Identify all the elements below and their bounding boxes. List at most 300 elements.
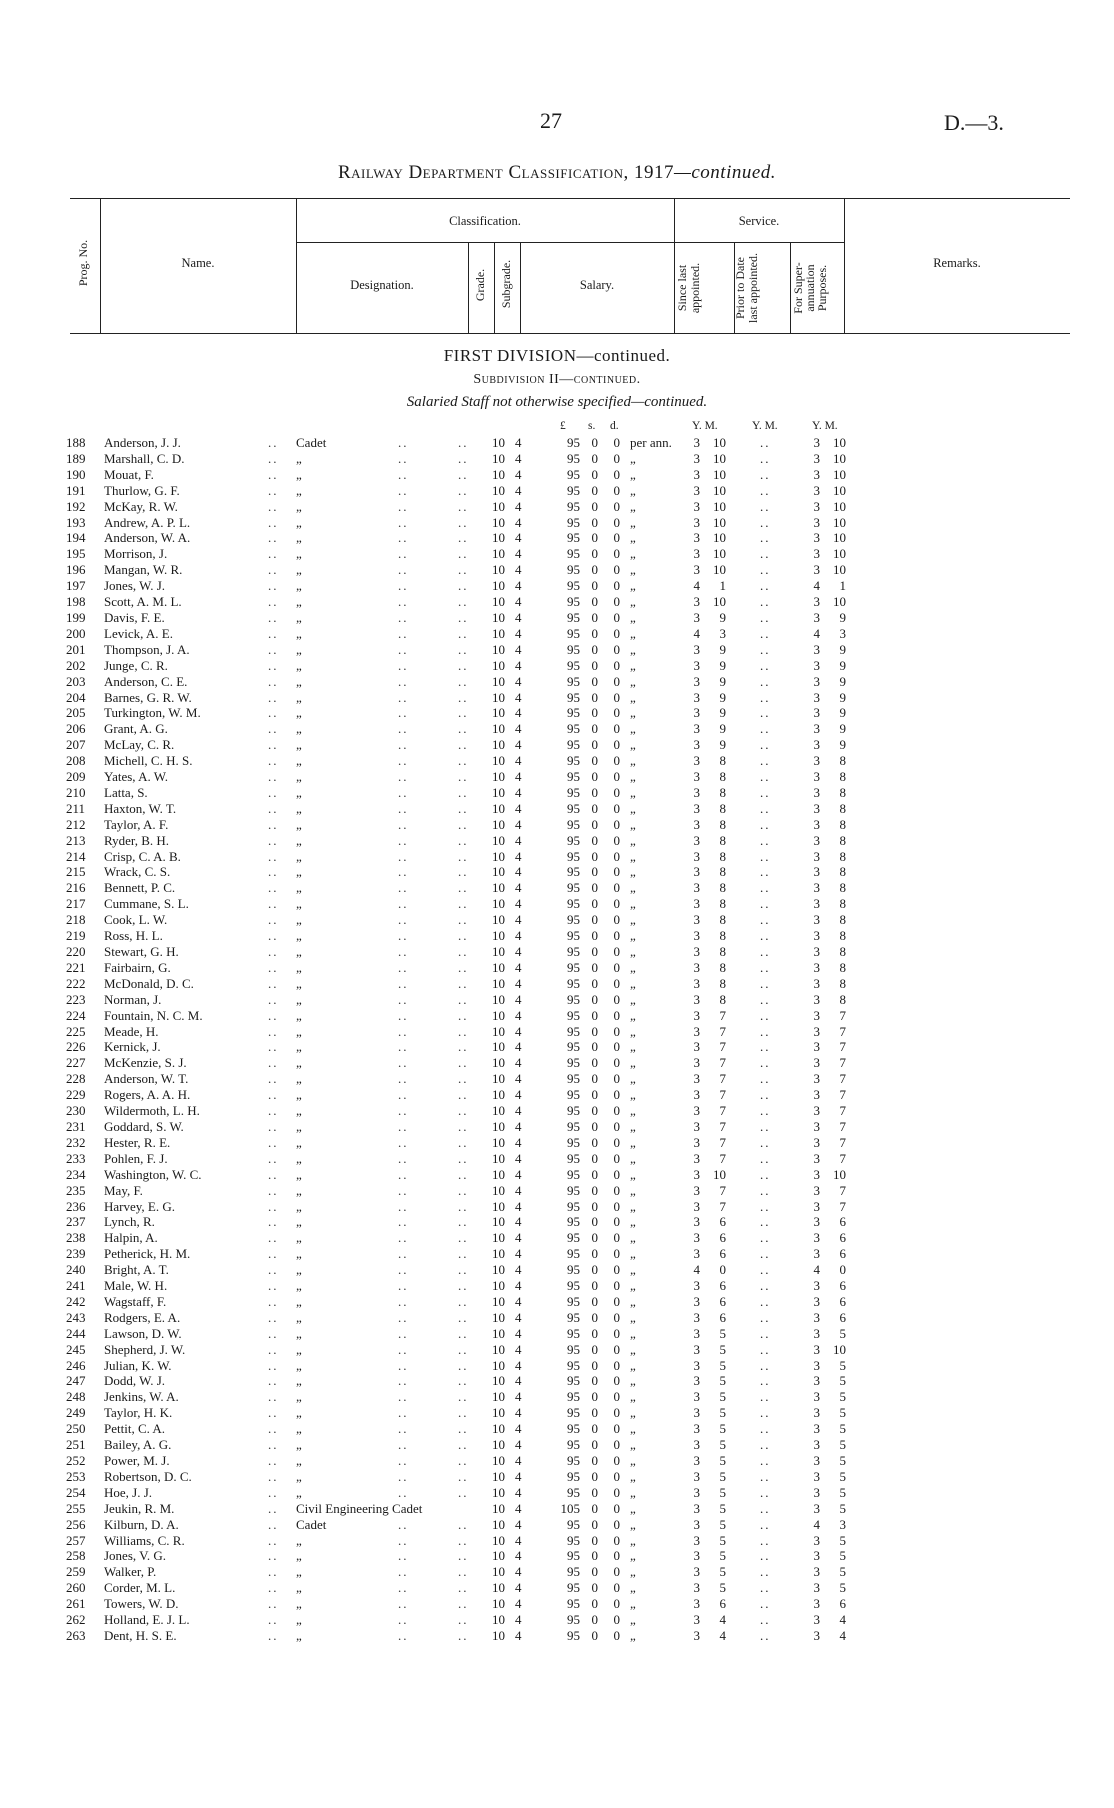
leader-dots: .. bbox=[760, 1118, 771, 1134]
prog-no-cell: 189 bbox=[66, 450, 86, 466]
leader-dots: .. bbox=[760, 705, 771, 721]
salary-pounds-cell: 95 bbox=[567, 609, 580, 625]
salary-pence-cell: 0 bbox=[613, 1421, 620, 1437]
subgrade-cell: 4 bbox=[515, 991, 522, 1007]
since-months-cell: 8 bbox=[719, 991, 726, 1007]
leader-dots: .. bbox=[398, 880, 409, 896]
designation-cell: „ bbox=[296, 705, 302, 721]
leader-dots: .. bbox=[458, 625, 469, 641]
leader-dots: .. bbox=[458, 1039, 469, 1055]
table-row bbox=[0, 658, 1114, 674]
table-row bbox=[0, 1405, 1114, 1421]
since-months-cell: 5 bbox=[719, 1357, 726, 1373]
salary-period-cell: „ bbox=[630, 1309, 636, 1325]
grade-cell: 10 bbox=[492, 1103, 505, 1119]
leader-dots: .. bbox=[760, 578, 771, 594]
name-cell: Turkington, W. M. bbox=[104, 705, 201, 721]
designation-cell: „ bbox=[296, 1405, 302, 1421]
salary-period-cell: „ bbox=[630, 1087, 636, 1103]
designation-cell: „ bbox=[296, 1532, 302, 1548]
since-years-cell: 3 bbox=[693, 1055, 700, 1071]
table-row bbox=[0, 578, 1114, 594]
leader-dots: .. bbox=[760, 450, 771, 466]
name-cell: Power, M. J. bbox=[104, 1453, 170, 1468]
leader-dots: .. bbox=[268, 1341, 279, 1357]
leader-dots: .. bbox=[760, 673, 771, 689]
table-row bbox=[0, 1548, 1114, 1564]
salary-pounds-cell: 95 bbox=[567, 721, 580, 737]
superannuation-years-cell: 3 bbox=[813, 1039, 820, 1055]
salary-pounds-cell: 95 bbox=[567, 705, 580, 721]
salary-period-cell: „ bbox=[630, 1357, 636, 1373]
since-months-cell: 10 bbox=[713, 546, 726, 562]
salary-pence-cell: 0 bbox=[613, 1278, 620, 1294]
salary-pence-cell: 0 bbox=[613, 514, 620, 530]
name-cell: Anderson, W. A. bbox=[104, 530, 191, 546]
since-months-cell: 7 bbox=[719, 1039, 726, 1055]
salary-shillings-cell: 0 bbox=[591, 1532, 598, 1548]
leader-dots: .. bbox=[268, 959, 279, 975]
since-months-cell: 8 bbox=[719, 800, 726, 816]
leader-dots: .. bbox=[398, 1293, 409, 1309]
table-row bbox=[0, 849, 1114, 865]
since-months-cell: 8 bbox=[719, 975, 726, 991]
since-years-cell: 3 bbox=[693, 1007, 700, 1023]
salary-pence-cell: 0 bbox=[613, 1039, 620, 1055]
leader-dots: .. bbox=[268, 912, 279, 928]
leader-dots: .. bbox=[458, 784, 469, 800]
superannuation-months-cell: 10 bbox=[833, 546, 846, 562]
prog-no-cell: 240 bbox=[66, 1262, 86, 1278]
leader-dots: .. bbox=[398, 1532, 409, 1548]
since-years-cell: 3 bbox=[693, 673, 700, 689]
superannuation-years-cell: 3 bbox=[813, 928, 820, 944]
name-cell: Wrack, C. S. bbox=[104, 864, 171, 880]
leader-dots: .. bbox=[398, 737, 409, 753]
leader-dots: .. bbox=[760, 657, 771, 673]
salary-pence-cell: 0 bbox=[613, 641, 620, 657]
leader-dots: .. bbox=[458, 1309, 469, 1325]
since-months-cell: 8 bbox=[719, 864, 726, 880]
prog-no-cell: 257 bbox=[66, 1532, 86, 1548]
leader-dots: .. bbox=[760, 737, 771, 753]
prog-no-header: Prog. No. bbox=[76, 239, 90, 287]
leader-dots: .. bbox=[268, 721, 279, 737]
superannuation-months-cell: 4 bbox=[839, 1612, 846, 1628]
salary-pence-cell: 0 bbox=[613, 975, 620, 991]
leader-dots: .. bbox=[268, 1230, 279, 1246]
salary-pounds-cell: 95 bbox=[567, 1532, 580, 1548]
salary-shillings-cell: 0 bbox=[591, 1309, 598, 1325]
since-years-cell: 3 bbox=[693, 1087, 700, 1103]
leader-dots: .. bbox=[268, 1373, 279, 1389]
grade-cell: 10 bbox=[492, 959, 505, 975]
prog-no-cell: 208 bbox=[66, 753, 86, 769]
salary-shillings-cell: 0 bbox=[591, 1357, 598, 1373]
leader-dots: .. bbox=[760, 609, 771, 625]
salary-period-cell: „ bbox=[630, 609, 636, 625]
grade-cell: 10 bbox=[492, 578, 505, 594]
leader-dots: .. bbox=[268, 769, 279, 785]
table-row bbox=[0, 705, 1114, 721]
since-months-cell: 8 bbox=[719, 912, 726, 928]
leader-dots: .. bbox=[458, 1564, 469, 1580]
leader-dots: .. bbox=[398, 546, 409, 562]
subgrade-cell: 4 bbox=[515, 753, 522, 769]
table-row bbox=[0, 594, 1114, 610]
subdivision-heading: Subdivision II—continued. bbox=[473, 372, 641, 387]
since-months-cell: 3 bbox=[719, 625, 726, 641]
grade-cell: 10 bbox=[492, 673, 505, 689]
salary-period-cell: „ bbox=[630, 1182, 636, 1198]
salary-period-cell: „ bbox=[630, 1023, 636, 1039]
prog-no-cell: 199 bbox=[66, 609, 86, 625]
leader-dots: .. bbox=[268, 1166, 279, 1182]
leader-dots: .. bbox=[760, 1468, 771, 1484]
designation-cell: „ bbox=[296, 1612, 302, 1628]
subgrade-cell: 4 bbox=[515, 1548, 522, 1564]
superannuation-years-cell: 3 bbox=[813, 435, 820, 450]
table-row bbox=[0, 1453, 1114, 1469]
salary-period-cell: „ bbox=[630, 1230, 636, 1246]
title-year: , 1917 bbox=[623, 162, 674, 183]
salary-pounds-cell: 95 bbox=[567, 864, 580, 880]
service-header: Service. bbox=[738, 214, 780, 228]
salary-shillings-cell: 0 bbox=[591, 975, 598, 991]
salary-pounds-cell: 95 bbox=[567, 896, 580, 912]
name-cell: Marshall, C. D. bbox=[104, 450, 185, 466]
prog-no-cell: 244 bbox=[66, 1325, 86, 1341]
leader-dots: .. bbox=[398, 1564, 409, 1580]
name-cell: Cook, L. W. bbox=[104, 912, 168, 928]
since-months-cell: 9 bbox=[719, 705, 726, 721]
prog-no-cell: 249 bbox=[66, 1405, 86, 1421]
unit-sup-ym: Y. M. bbox=[812, 420, 838, 432]
subgrade-cell: 4 bbox=[515, 816, 522, 832]
name-cell: Stewart, G. H. bbox=[104, 944, 179, 959]
designation-cell: „ bbox=[296, 753, 302, 769]
subgrade-cell: 4 bbox=[515, 689, 522, 705]
leader-dots: .. bbox=[398, 530, 409, 546]
leader-dots: .. bbox=[760, 641, 771, 657]
salary-pence-cell: 0 bbox=[613, 880, 620, 896]
salary-shillings-cell: 0 bbox=[591, 450, 598, 466]
since-months-cell: 8 bbox=[719, 928, 726, 944]
leader-dots: .. bbox=[398, 1150, 409, 1166]
superannuation-months-cell: 4 bbox=[839, 1627, 846, 1643]
leader-dots: .. bbox=[268, 625, 279, 641]
table-row bbox=[0, 721, 1114, 737]
superannuation-months-cell: 7 bbox=[839, 1103, 846, 1119]
subgrade-cell: 4 bbox=[515, 784, 522, 800]
prog-no-cell: 263 bbox=[66, 1627, 86, 1643]
since-years-cell: 3 bbox=[693, 1150, 700, 1166]
designation-cell: „ bbox=[296, 880, 302, 896]
salary-pence-cell: 0 bbox=[613, 896, 620, 912]
salary-pence-cell: 0 bbox=[613, 991, 620, 1007]
salary-period-cell: „ bbox=[630, 1389, 636, 1405]
salary-pence-cell: 0 bbox=[613, 1596, 620, 1612]
superannuation-years-cell: 3 bbox=[813, 1500, 820, 1516]
superannuation-years-cell: 3 bbox=[813, 769, 820, 785]
subgrade-cell: 4 bbox=[515, 1293, 522, 1309]
grade-cell: 10 bbox=[492, 944, 505, 959]
grade-cell: 10 bbox=[492, 594, 505, 610]
salary-pounds-cell: 95 bbox=[567, 625, 580, 641]
since-months-cell: 8 bbox=[719, 832, 726, 848]
table-row bbox=[0, 1294, 1114, 1310]
since-months-cell: 7 bbox=[719, 1007, 726, 1023]
since-months-cell: 5 bbox=[719, 1389, 726, 1405]
superannuation-years-cell: 4 bbox=[813, 578, 820, 594]
salary-pounds-cell: 95 bbox=[567, 673, 580, 689]
leader-dots: .. bbox=[760, 1278, 771, 1294]
salary-pounds-cell: 95 bbox=[567, 1596, 580, 1612]
name-cell: Thompson, J. A. bbox=[104, 641, 190, 657]
subgrade-cell: 4 bbox=[515, 1389, 522, 1405]
salary-pence-cell: 0 bbox=[613, 1437, 620, 1453]
leader-dots: .. bbox=[268, 1468, 279, 1484]
salary-pounds-cell: 95 bbox=[567, 1293, 580, 1309]
salary-pence-cell: 0 bbox=[613, 1612, 620, 1628]
salary-shillings-cell: 0 bbox=[591, 705, 598, 721]
name-cell: Dodd, W. J. bbox=[104, 1373, 166, 1389]
salary-pence-cell: 0 bbox=[613, 609, 620, 625]
since-years-cell: 3 bbox=[693, 1357, 700, 1373]
salary-pounds-cell: 95 bbox=[567, 546, 580, 562]
superannuation-years-cell: 3 bbox=[813, 466, 820, 482]
table-row bbox=[0, 1596, 1114, 1612]
salary-pence-cell: 0 bbox=[613, 959, 620, 975]
designation-cell: „ bbox=[296, 673, 302, 689]
grade-cell: 10 bbox=[492, 1437, 505, 1453]
salary-pence-cell: 0 bbox=[613, 657, 620, 673]
grade-cell: 10 bbox=[492, 896, 505, 912]
subgrade-cell: 4 bbox=[515, 1023, 522, 1039]
leader-dots: .. bbox=[398, 1071, 409, 1087]
name-cell: Fountain, N. C. M. bbox=[104, 1007, 203, 1023]
leader-dots: .. bbox=[268, 753, 279, 769]
leader-dots: .. bbox=[268, 1150, 279, 1166]
salary-period-cell: „ bbox=[630, 721, 636, 737]
superannuation-years-cell: 3 bbox=[813, 1103, 820, 1119]
salary-shillings-cell: 0 bbox=[591, 498, 598, 514]
designation-cell: „ bbox=[296, 1325, 302, 1341]
leader-dots: .. bbox=[268, 1627, 279, 1643]
leader-dots: .. bbox=[458, 864, 469, 880]
superannuation-years-cell: 3 bbox=[813, 912, 820, 928]
since-years-cell: 3 bbox=[693, 1516, 700, 1532]
designation-cell: „ bbox=[296, 959, 302, 975]
leader-dots: .. bbox=[458, 514, 469, 530]
subgrade-cell: 4 bbox=[515, 737, 522, 753]
salary-pounds-cell: 95 bbox=[567, 1118, 580, 1134]
salary-period-cell: „ bbox=[630, 753, 636, 769]
prog-no-cell: 195 bbox=[66, 546, 86, 562]
salary-period-cell: „ bbox=[630, 1293, 636, 1309]
table-row bbox=[0, 1437, 1114, 1453]
salary-period-cell: „ bbox=[630, 1405, 636, 1421]
salary-period-cell: „ bbox=[630, 1262, 636, 1278]
subgrade-cell: 4 bbox=[515, 1134, 522, 1150]
superannuation-years-cell: 3 bbox=[813, 1182, 820, 1198]
designation-cell: Civil Engineering Cadet bbox=[296, 1500, 423, 1516]
since-months-cell: 10 bbox=[713, 530, 726, 546]
since-months-cell: 10 bbox=[713, 1166, 726, 1182]
leader-dots: .. bbox=[398, 1453, 409, 1468]
salary-period-cell: „ bbox=[630, 959, 636, 975]
since-years-cell: 3 bbox=[693, 1230, 700, 1246]
grade-cell: 10 bbox=[492, 1198, 505, 1214]
table-row bbox=[0, 546, 1114, 562]
name-cell: Jones, V. G. bbox=[104, 1548, 167, 1564]
subgrade-cell: 4 bbox=[515, 1580, 522, 1596]
grade-cell: 10 bbox=[492, 1500, 505, 1516]
leader-dots: .. bbox=[268, 657, 279, 673]
table-row bbox=[0, 1628, 1114, 1644]
superannuation-months-cell: 10 bbox=[833, 514, 846, 530]
name-cell: Levick, A. E. bbox=[104, 625, 173, 641]
subgrade-cell: 4 bbox=[515, 498, 522, 514]
salary-pounds-cell: 95 bbox=[567, 562, 580, 578]
leader-dots: .. bbox=[398, 705, 409, 721]
salary-pounds-cell: 95 bbox=[567, 848, 580, 864]
since-years-cell: 3 bbox=[693, 450, 700, 466]
leader-dots: .. bbox=[458, 689, 469, 705]
leader-dots: .. bbox=[458, 737, 469, 753]
leader-dots: .. bbox=[458, 1198, 469, 1214]
salary-shillings-cell: 0 bbox=[591, 1580, 598, 1596]
subgrade-cell: 4 bbox=[515, 1309, 522, 1325]
name-cell: Jeukin, R. M. bbox=[104, 1500, 175, 1516]
leader-dots: .. bbox=[760, 1055, 771, 1071]
superannuation-years-cell: 3 bbox=[813, 1071, 820, 1087]
salary-pence-cell: 0 bbox=[613, 800, 620, 816]
since-months-cell: 5 bbox=[719, 1341, 726, 1357]
subgrade-cell: 4 bbox=[515, 1278, 522, 1294]
superannuation-years-cell: 3 bbox=[813, 784, 820, 800]
salary-shillings-cell: 0 bbox=[591, 721, 598, 737]
since-months-cell: 5 bbox=[719, 1532, 726, 1548]
since-months-cell: 7 bbox=[719, 1071, 726, 1087]
designation-cell: „ bbox=[296, 1055, 302, 1071]
since-months-cell: 10 bbox=[713, 482, 726, 498]
grade-cell: 10 bbox=[492, 1309, 505, 1325]
salary-pounds-cell: 95 bbox=[567, 769, 580, 785]
superannuation-years-cell: 3 bbox=[813, 944, 820, 959]
grade-cell: 10 bbox=[492, 625, 505, 641]
prog-no-cell: 246 bbox=[66, 1357, 86, 1373]
superannuation-years-cell: 3 bbox=[813, 1484, 820, 1500]
grade-cell: 10 bbox=[492, 1118, 505, 1134]
leader-dots: .. bbox=[458, 530, 469, 546]
name-cell: Robertson, D. C. bbox=[104, 1468, 192, 1484]
leader-dots: .. bbox=[760, 1309, 771, 1325]
name-cell: Ryder, B. H. bbox=[104, 832, 170, 848]
table-row bbox=[0, 1199, 1114, 1215]
grade-cell: 10 bbox=[492, 1023, 505, 1039]
salary-pounds-cell: 95 bbox=[567, 1134, 580, 1150]
salary-pence-cell: 0 bbox=[613, 1468, 620, 1484]
since-months-cell: 10 bbox=[713, 594, 726, 610]
salary-pence-cell: 0 bbox=[613, 721, 620, 737]
leader-dots: .. bbox=[268, 1214, 279, 1230]
grade-cell: 10 bbox=[492, 991, 505, 1007]
leader-dots: .. bbox=[268, 1516, 279, 1532]
superannuation-years-cell: 3 bbox=[813, 657, 820, 673]
since-years-cell: 3 bbox=[693, 1214, 700, 1230]
salary-pence-cell: 0 bbox=[613, 737, 620, 753]
since-years-cell: 3 bbox=[693, 514, 700, 530]
name-cell: Lawson, D. W. bbox=[104, 1325, 182, 1341]
leader-dots: .. bbox=[458, 578, 469, 594]
salary-pounds-cell: 95 bbox=[567, 641, 580, 657]
leader-dots: .. bbox=[760, 864, 771, 880]
leader-dots: .. bbox=[398, 1612, 409, 1628]
salary-pounds-cell: 95 bbox=[567, 880, 580, 896]
superannuation-months-cell: 5 bbox=[839, 1484, 846, 1500]
designation-cell: „ bbox=[296, 1087, 302, 1103]
leader-dots: .. bbox=[268, 1198, 279, 1214]
name-cell: Hester, R. E. bbox=[104, 1134, 171, 1150]
salary-shillings-cell: 0 bbox=[591, 482, 598, 498]
leader-dots: .. bbox=[458, 1246, 469, 1262]
salary-pounds-cell: 95 bbox=[567, 482, 580, 498]
superannuation-months-cell: 9 bbox=[839, 657, 846, 673]
prog-no-cell: 251 bbox=[66, 1437, 86, 1453]
salary-period-cell: „ bbox=[630, 1039, 636, 1055]
name-cell: Kilburn, D. A. bbox=[104, 1516, 179, 1532]
superannuation-months-cell: 8 bbox=[839, 880, 846, 896]
table-row bbox=[0, 1485, 1114, 1501]
salary-shillings-cell: 0 bbox=[591, 1516, 598, 1532]
since-years-cell: 3 bbox=[693, 896, 700, 912]
prog-no-cell: 204 bbox=[66, 689, 86, 705]
leader-dots: .. bbox=[458, 1134, 469, 1150]
leader-dots: .. bbox=[458, 912, 469, 928]
leader-dots: .. bbox=[398, 578, 409, 594]
table-row bbox=[0, 499, 1114, 515]
prog-no-cell: 197 bbox=[66, 578, 86, 594]
leader-dots: .. bbox=[760, 1103, 771, 1119]
designation-cell: „ bbox=[296, 800, 302, 816]
grade-cell: 10 bbox=[492, 1468, 505, 1484]
subgrade-cell: 4 bbox=[515, 1087, 522, 1103]
subgrade-cell: 4 bbox=[515, 1357, 522, 1373]
superannuation-years-cell: 3 bbox=[813, 1437, 820, 1453]
salary-shillings-cell: 0 bbox=[591, 641, 598, 657]
table-row bbox=[0, 1183, 1114, 1199]
leader-dots: .. bbox=[458, 1278, 469, 1294]
salary-pounds-cell: 95 bbox=[567, 1182, 580, 1198]
leader-dots: .. bbox=[458, 1612, 469, 1628]
since-months-cell: 10 bbox=[713, 435, 726, 450]
name-cell: Bailey, A. G. bbox=[104, 1437, 172, 1453]
superannuation-years-cell: 3 bbox=[813, 1373, 820, 1389]
leader-dots: .. bbox=[458, 450, 469, 466]
leader-dots: .. bbox=[760, 530, 771, 546]
designation-cell: „ bbox=[296, 1627, 302, 1643]
table-row bbox=[0, 928, 1114, 944]
designation-cell: „ bbox=[296, 832, 302, 848]
salary-shillings-cell: 0 bbox=[591, 1182, 598, 1198]
leader-dots: .. bbox=[458, 975, 469, 991]
prog-no-cell: 193 bbox=[66, 514, 86, 530]
leader-dots: .. bbox=[760, 498, 771, 514]
subgrade-cell: 4 bbox=[515, 975, 522, 991]
salary-period-cell: „ bbox=[630, 912, 636, 928]
since-months-cell: 9 bbox=[719, 673, 726, 689]
